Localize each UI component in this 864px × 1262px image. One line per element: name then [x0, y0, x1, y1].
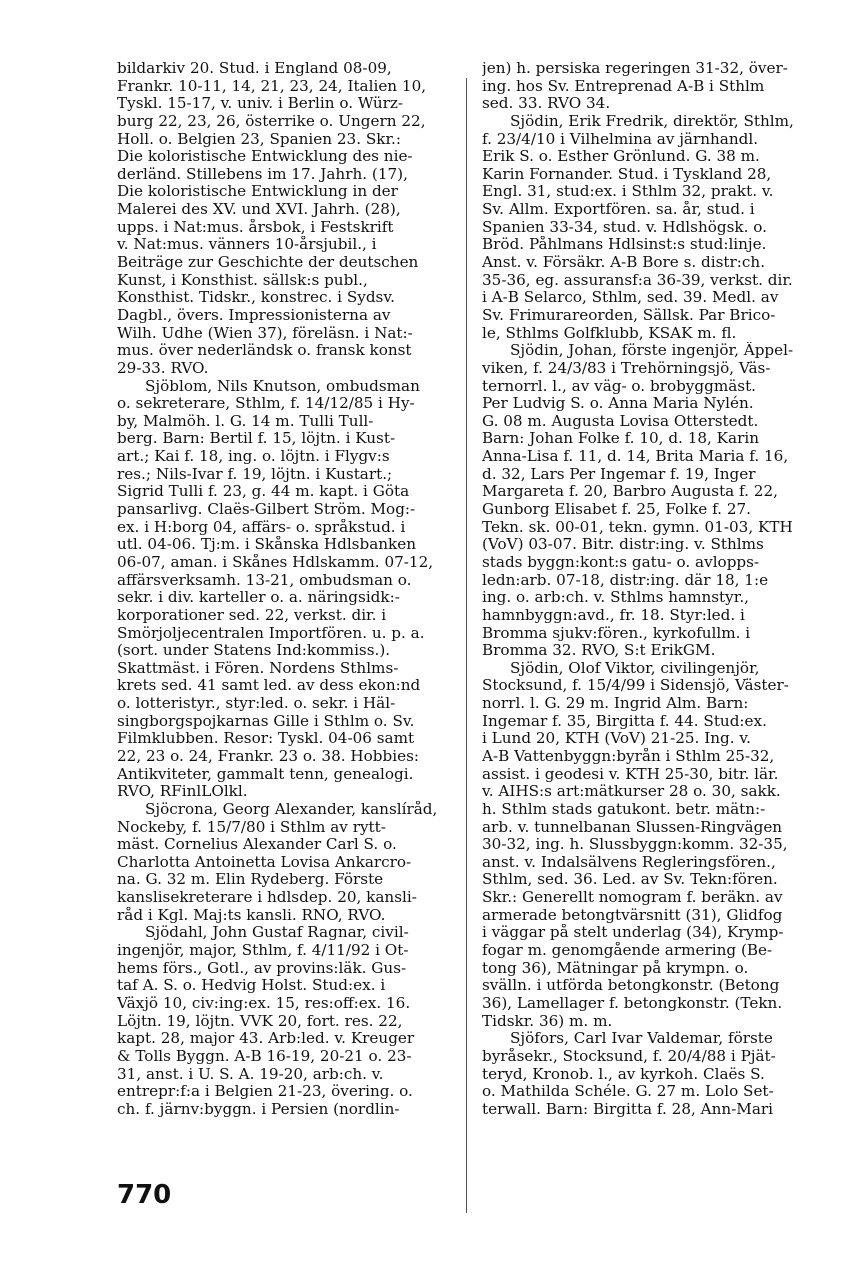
- text-line: Växjö 10, civ:ing:ex. 15, res:off:ex. 16.: [117, 994, 411, 1012]
- text-line: ex. i H:borg 04, affärs- o. språkstud. i: [117, 518, 406, 536]
- text-line: sed. 33. RVO 34.: [482, 95, 611, 113]
- text-line: Beiträge zur Geschichte der deutschen: [117, 254, 419, 272]
- text-line: art.; Kai f. 18, ing. o. löjtn. i Flygv:s: [117, 448, 390, 466]
- text-line: o. lotteristyr., styr:led. o. sekr. i Häl-: [117, 695, 396, 713]
- text-line: o. sekreterare, Sthlm, f. 14/12/85 i Hy-: [117, 395, 415, 413]
- text-line: armerade betongtvärsnitt (31), Glidfog: [482, 906, 783, 924]
- text-line: ing. hos Sv. Entreprenad A-B i Sthlm: [482, 77, 765, 95]
- left-text-column: [117, 60, 453, 1118]
- text-line: ledn:arb. 07-18, distr:ing. där 18, 1:e: [482, 571, 769, 589]
- text-line: sekr. i div. karteller o. a. näringsidk:-: [117, 589, 400, 607]
- text-line: Tekn. sk. 00-01, tekn. gymn. 01-03, KTH: [482, 518, 793, 536]
- text-line: ternorrl. l., av väg- o. brobyggmäst.: [482, 377, 757, 395]
- text-line: A-B Vattenbyggn:byrån i Sthlm 25-32,: [482, 747, 775, 765]
- text-line: arb. v. tunnelbanan Slussen-Ringvägen: [482, 818, 783, 836]
- text-line: d. 32, Lars Per Ingemar f. 19, Inger: [482, 465, 756, 483]
- text-line: fogar m. genomgående armering (Be-: [482, 942, 773, 960]
- text-line: o. Mathilda Schéle. G. 27 m. Lolo Set-: [482, 1083, 774, 1101]
- text-line: svälln. i utförda betongkonstr. (Betong: [482, 977, 780, 995]
- text-line: i A-B Selarco, Sthlm, sed. 39. Medl. av: [482, 289, 779, 307]
- text-line: Per Ludvig S. o. Anna Maria Nylén.: [482, 395, 754, 413]
- text-line: Sigrid Tulli f. 23, g. 44 m. kapt. i Göta: [117, 483, 410, 501]
- text-line: Sjöcrona, Georg Alexander, kanslíråd,: [145, 800, 438, 818]
- text-line: berg. Barn: Bertil f. 15, löjtn. i Kust-: [117, 430, 396, 448]
- text-line: Bröd. Påhlmans Hdlsinst:s stud:linje.: [482, 236, 767, 254]
- text-line: Frankr. 10-11, 14, 21, 23, 24, Italien 10,: [117, 77, 427, 95]
- text-line: ingenjör, major, Sthlm, f. 4/11/92 i Ot-: [117, 942, 409, 960]
- text-line: by, Malmöh. l. G. 14 m. Tulli Tull-: [117, 412, 374, 430]
- text-line: Dagbl., övers. Impressionisterna av: [117, 306, 391, 324]
- text-line: entrepr:f:a i Belgien 21-23, övering. o.: [117, 1083, 413, 1101]
- text-line: Margareta f. 20, Barbro Augusta f. 22,: [482, 483, 778, 501]
- text-line: Sjödin, Erik Fredrik, direktör, Sthlm,: [510, 112, 794, 130]
- text-line: Sjöblom, Nils Knutson, ombudsman: [145, 377, 420, 395]
- text-line: Barn: Johan Folke f. 10, d. 18, Karin: [482, 430, 759, 448]
- text-line: Skr.: Generellt nomogram f. beräkn. av: [482, 889, 783, 907]
- text-line: v. AIHS:s art:mätkurser 28 o. 30, sakk.: [482, 783, 781, 801]
- text-line: ing. o. arb:ch. v. Sthlms hamnstyr.,: [482, 589, 749, 607]
- text-line: Bromma sjukv:fören., kyrkofullm. i: [482, 624, 751, 642]
- text-line: Smörjoljecentralen Importfören. u. p. a.: [117, 624, 425, 642]
- text-line: bildarkiv 20. Stud. i England 08-09,: [117, 60, 392, 77]
- text-line: h. Sthlm stads gatukont. betr. mätn:-: [482, 800, 766, 818]
- text-line: tong 36), Mätningar på krympn. o.: [482, 959, 749, 977]
- text-line: byråsekr., Stocksund, f. 20/4/88 i Pjät-: [482, 1047, 776, 1065]
- text-line: na. G. 32 m. Elin Rydeberg. Förste: [117, 871, 384, 889]
- text-line: affärsverksamh. 13-21, ombudsman o.: [117, 571, 412, 589]
- text-line: i väggar på stelt underlag (34), Krymp-: [482, 924, 784, 942]
- text-line: derländ. Stillebens im 17. Jahrh. (17),: [117, 165, 408, 183]
- text-line: krets sed. 41 samt led. av dess ekon:nd: [117, 677, 421, 695]
- text-line: teryd, Kronob. l., av kyrkoh. Claës S.: [482, 1065, 765, 1083]
- text-line: Filmklubben. Resor: Tyskl. 04-06 samt: [117, 730, 415, 748]
- text-line: Antikviteter, gammalt tenn, genealogi.: [117, 765, 414, 783]
- text-line: terwall. Barn: Birgitta f. 28, Ann-Mari: [482, 1100, 774, 1118]
- text-line: mus. över nederländsk o. fransk konst: [117, 342, 412, 360]
- text-line: Löjtn. 19, löjtn. VVK 20, fort. res. 22,: [117, 1012, 403, 1030]
- text-line: 35-36, eg. assuransf:a 36-39, verkst. dir.: [482, 271, 793, 289]
- text-line: Tidskr. 36) m. m.: [482, 1012, 613, 1030]
- text-line: 29-33. RVO.: [117, 359, 209, 377]
- text-line: Sjödahl, John Gustaf Ragnar, civil-: [145, 924, 409, 942]
- text-line: norrl. l. G. 29 m. Ingrid Alm. Barn:: [482, 695, 749, 713]
- text-line: taf A. S. o. Hedvig Holst. Stud:ex. i: [117, 977, 386, 995]
- text-line: upps. i Nat:mus. årsbok, i Festskrift: [117, 218, 394, 236]
- text-line: Anna-Lisa f. 11, d. 14, Brita Maria f. 16,: [482, 448, 789, 466]
- text-line: G. 08 m. Augusta Lovisa Otterstedt.: [482, 412, 759, 430]
- text-line: kapt. 28, major 43. Arb:led. v. Kreuger: [117, 1030, 415, 1048]
- text-line: f. 23/4/10 i Vilhelmina av järnhandl.: [482, 130, 759, 148]
- text-line: korporationer sed. 22, verkst. dir. i: [117, 606, 387, 624]
- text-line: Ingemar f. 35, Birgitta f. 44. Stud:ex.: [482, 712, 767, 730]
- text-line: assist. i geodesi v. KTH 25-30, bitr. lär.: [482, 765, 779, 783]
- text-line: 36), Lamellager f. betongkonstr. (Tekn.: [482, 994, 783, 1012]
- text-line: v. Nat:mus. vänners 10-årsjubil., i: [117, 236, 377, 254]
- text-line: Skattmäst. i Fören. Nordens Sthlms-: [117, 659, 399, 677]
- text-line: Wilh. Udhe (Wien 37), föreläsn. i Nat:-: [117, 324, 413, 342]
- text-line: Anst. v. Försäkr. A-B Bore s. distr:ch.: [482, 254, 766, 272]
- text-line: Stocksund, f. 15/4/99 i Sidensjö, Väster-: [482, 677, 789, 695]
- text-line: Die koloristische Entwicklung in der: [117, 183, 398, 201]
- text-line: le, Sthlms Golfklubb, KSAK m. fl.: [482, 324, 737, 342]
- text-line: 06-07, aman. i Skånes Hdlskamm. 07-12,: [117, 553, 434, 571]
- text-line: Bromma 32. RVO, S:t ErikGM.: [482, 642, 716, 660]
- column-divider: [466, 78, 467, 1213]
- text-line: ch. f. järnv:byggn. i Persien (nordlin-: [117, 1100, 400, 1118]
- text-line: kanslisekreterare i hdlsdep. 20, kansli-: [117, 889, 417, 907]
- page-number: 770: [117, 1180, 172, 1210]
- text-line: Nockeby, f. 15/7/80 i Sthlm av rytt-: [117, 818, 386, 836]
- text-line: Konsthist. Tidskr., konstrec. i Sydsv.: [117, 289, 395, 307]
- text-line: Charlotta Antoinetta Lovisa Ankarcro-: [117, 853, 412, 871]
- text-line: & Tolls Byggn. A-B 16-19, 20-21 o. 23-: [117, 1047, 412, 1065]
- right-text-column: [482, 60, 812, 1118]
- text-line: Engl. 31, stud:ex. i Sthlm 32, prakt. v.: [482, 183, 774, 201]
- text-line: mäst. Cornelius Alexander Carl S. o.: [117, 836, 397, 854]
- text-line: Erik S. o. Esther Grönlund. G. 38 m.: [482, 148, 760, 166]
- text-line: råd i Kgl. Maj:ts kansli. RNO, RVO.: [117, 906, 386, 924]
- text-line: Spanien 33-34, stud. v. Hdlshögsk. o.: [482, 218, 767, 236]
- text-line: Die koloristische Entwicklung des nie-: [117, 148, 413, 166]
- text-line: Sv. Allm. Exportfören. sa. år, stud. i: [482, 201, 755, 219]
- text-line: Tyskl. 15-17, v. univ. i Berlin o. Würz-: [117, 95, 404, 113]
- text-line: burg 22, 23, 26, österrike o. Ungern 22,: [117, 112, 426, 130]
- text-line: hamnbyggn:avd., fr. 18. Styr:led. i: [482, 606, 745, 624]
- text-line: singborgspojkarnas Gille i Sthlm o. Sv.: [117, 712, 415, 730]
- text-line: 30-32, ing. h. Slussbyggn:komm. 32-35,: [482, 836, 788, 854]
- text-line: Karin Fornander. Stud. i Tyskland 28,: [482, 165, 772, 183]
- text-line: Sjödin, Johan, förste ingenjör, Äppel-: [510, 342, 794, 360]
- text-line: res.; Nils-Ivar f. 19, löjtn. i Kustart.;: [117, 465, 393, 483]
- text-line: 22, 23 o. 24, Frankr. 23 o. 38. Hobbies:: [117, 747, 419, 765]
- text-line: pansarlivg. Claës-Gilbert Ström. Mog:-: [117, 501, 416, 519]
- text-line: RVO, RFinlLOlkl.: [117, 783, 248, 801]
- text-line: stads byggn:kont:s gatu- o. avlopps-: [482, 553, 760, 571]
- text-line: Kunst, i Konsthist. sällsk:s publ.,: [117, 271, 368, 289]
- text-line: (VoV) 03-07. Bitr. distr:ing. v. Sthlms: [482, 536, 764, 554]
- text-line: utl. 04-06. Tj:m. i Skånska Hdlsbanken: [117, 536, 417, 554]
- text-line: Holl. o. Belgien 23, Spanien 23. Skr.:: [117, 130, 401, 148]
- text-line: jen) h. persiska regeringen 31-32, över-: [482, 60, 788, 77]
- text-line: Gunborg Elisabet f. 25, Folke f. 27.: [482, 501, 751, 519]
- text-line: Sjödin, Olof Viktor, civilingenjör,: [510, 659, 760, 677]
- text-line: 31, anst. i U. S. A. 19-20, arb:ch. v.: [117, 1065, 384, 1083]
- text-line: anst. v. Indalsälvens Regleringsfören.,: [482, 853, 776, 871]
- text-line: hems förs., Gotl., av provins:läk. Gus-: [117, 959, 407, 977]
- text-line: viken, f. 24/3/83 i Trehörningsjö, Väs-: [482, 359, 771, 377]
- text-line: Sthlm, sed. 36. Led. av Sv. Tekn:fören.: [482, 871, 778, 889]
- text-line: Sjöfors, Carl Ivar Valdemar, förste: [510, 1030, 773, 1048]
- text-line: Malerei des XV. und XVI. Jahrh. (28),: [117, 201, 401, 219]
- text-line: Sv. Frimurareorden, Sällsk. Par Brico-: [482, 306, 776, 324]
- text-line: i Lund 20, KTH (VoV) 21-25. Ing. v.: [482, 730, 751, 748]
- text-line: (sort. under Statens Ind:kommiss.).: [117, 642, 391, 660]
